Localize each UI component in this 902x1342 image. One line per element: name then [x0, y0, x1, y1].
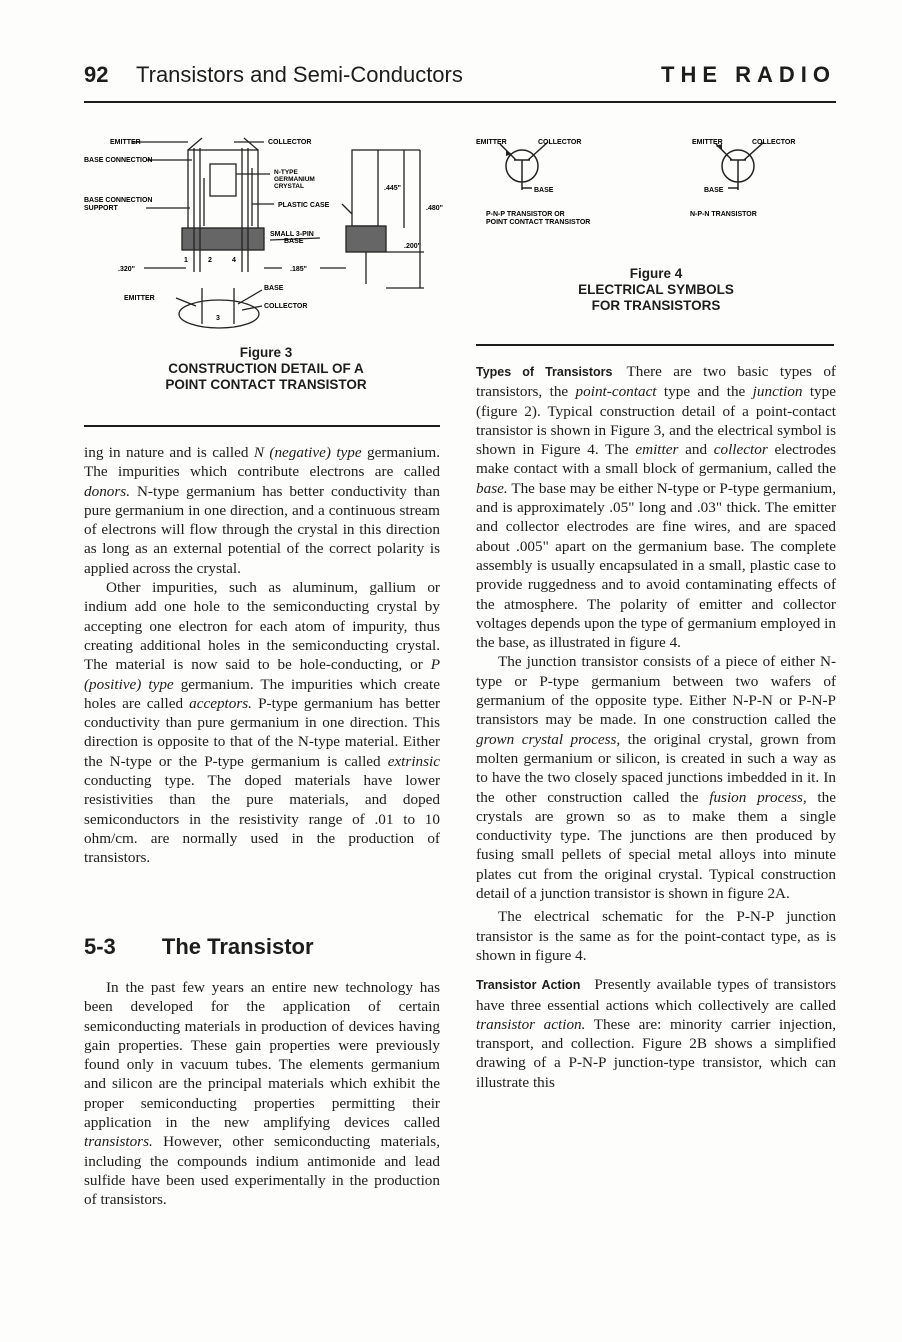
fig4-npn-emitter: EMITTER: [692, 139, 723, 146]
page-number: 92: [84, 62, 109, 87]
right-column: [476, 362, 836, 1092]
fig4-pnp-emitter: EMITTER: [476, 139, 507, 146]
left-column-upper: [84, 443, 440, 868]
fig4-pnp-base: BASE: [534, 187, 554, 194]
fig3-label-plastic-case: PLASTIC CASE: [278, 202, 330, 209]
fig3-label-collector: COLLECTOR: [268, 139, 312, 146]
section-title: The Transistor: [161, 934, 314, 959]
paragraph-ntype: ing in nature and is called N (negative) type germanium. The impurities which contribute electrons are called donors. N-type germanium has better conductivity than pure germanium in one direction, and a continuous stream of electrons will flow through the crystal in this direction as long as an external potential of the correct polarity is applied across the crystal.: [84, 444, 441, 577]
figure-3-caption-line-1: CONSTRUCTION DETAIL OF A: [168, 361, 364, 376]
figure-4-drawing: [476, 128, 836, 238]
fig3-label-ntype-2: GERMANIUM: [274, 176, 315, 183]
fig3-label-base-bottom: BASE: [264, 285, 284, 292]
fig3-dim-480: .480": [426, 205, 443, 212]
paragraph-ptype: Other impurities, such as aluminum, gallium or indium add one hole to the semiconducting crystal by accepting one electron for each atom of impurity, thus creating additional holes in the semiconducting crystal. The material is now said to be hole-conducting, or P (positive) type germanium. The impurities which create holes are called acceptors. P-type germanium has better conductivity than pure germanium in one direction. This direction is opposite to that of the N-type material. Either the N-type or the P-type germanium is called extrinsic conducting type. The doped materials have lower resistivities than the pure materials, and doped semiconductors in the resistivity range of .01 to 10 ohm/cm. are normally used in the production of transistors.: [84, 579, 440, 867]
fig3-label-support: SUPPORT: [84, 205, 118, 212]
paragraph-transistor-intro: In the past few years an entire new technology has been developed for the application of certain semiconducting materials in production of devices having gain properties. These gain properties were previously found only in vacuum tubes. The elements germanium and silicon are the principal materials which exhibit the proper semiconducting properties permitting their application in the new amplifying devices called transistors. However, other semiconducting materials, including the compounds indium antimonide and lead sulfide have been used experimentally in the production of transistors.: [84, 979, 440, 1209]
fig4-npn-collector: COLLECTOR: [752, 139, 796, 146]
figure-4-caption-line-2: FOR TRANSISTORS: [591, 298, 721, 313]
action-heading: Transistor Action: [476, 978, 581, 993]
magazine-title: THE RADIO: [661, 62, 836, 87]
figure-3-caption: [84, 345, 448, 393]
fig3-label-emitter: EMITTER: [110, 139, 141, 146]
fig3-dim-445: .445": [384, 185, 401, 192]
paragraph-types: Types of Transistors There are two basic types of transistors, the point-contact type and the junction type (figure 2). Typical construction detail of a point-contact transistor is shown in Figure 3, and the electrical symbol is shown in Figure 4. The emitter and collector electrodes make contact with a small block of germanium, called the base. The base may be either N-type or P-type germanium, and is approximately .05" long and .03" thick. The emitter and collector electrodes are fine wires, and are spaced about .005" apart on the germanium base. The complete assembly is usually encapsulated in a small, plastic case to provide ruggedness and to avoid contaminating effects of the atmosphere. The polarity of emitter and collector voltages depends upon the type of germanium employed in the base, as illustrated in figure 4.: [476, 363, 836, 652]
fig3-label-small-pin-1: SMALL 3-PIN: [270, 231, 314, 238]
figure-4-rule: [476, 344, 834, 346]
figure-3-caption-line-2: POINT CONTACT TRANSISTOR: [165, 377, 367, 392]
fig4-pnp-label-1: P-N-P TRANSISTOR OR: [486, 211, 565, 218]
fig3-label-emitter-bottom: EMITTER: [124, 295, 155, 302]
figure-3-drawing: [84, 128, 474, 338]
paragraph-junction: The junction transistor consists of a piece of either N-type or P-type germanium between two wafers of germanium of the opposite type. Either N-P-N or P-N-P transistors may be made. In one construction called the grown crystal process, the original crystal, grown from molten germanium or silicon, is created in such a way as to have the two closely spaced junctions imbedded in it. In the other construction called the fusion process, the crystals are grown so as to make them a single conductivity type. The junctions are then produced by fusing small pellets of special metal alloys into minute plates cut from the original crystal. Typical construction detail of a junction transistor is shown in figure 2A.: [476, 653, 836, 903]
fig4-npn-label: N-P-N TRANSISTOR: [690, 211, 757, 218]
figure-3-title: Figure 3: [239, 345, 293, 360]
figure-4-caption: [476, 266, 836, 314]
fig3-label-base-connection-support: BASE CONNECTION: [84, 197, 153, 204]
fig3-pin-1: 1: [184, 257, 188, 264]
fig3-pin-2: 2: [208, 257, 212, 264]
fig4-pnp-label-2: POINT CONTACT TRANSISTOR: [486, 219, 591, 226]
figure-4-caption-line-1: ELECTRICAL SYMBOLS: [578, 282, 734, 297]
paragraph-schematic: The electrical schematic for the P-N-P junction transistor is the same as for the point-contact type, as is shown in figure 4.: [476, 908, 836, 964]
fig3-label-base-connection: BASE CONNECTION: [84, 157, 153, 164]
page-header: [84, 62, 836, 102]
fig4-npn-base: BASE: [704, 187, 724, 194]
types-heading: Types of Transistors: [476, 365, 613, 379]
section-number: 5-3: [84, 934, 116, 959]
fig3-label-small-pin-2: BASE: [284, 238, 304, 245]
section-heading: [84, 934, 314, 960]
fig4-pnp-collector: COLLECTOR: [538, 139, 582, 146]
fig3-label-ntype-3: CRYSTAL: [274, 183, 304, 190]
fig3-pin-3: 3: [216, 315, 220, 322]
fig3-label-ntype-1: N-TYPE: [274, 169, 298, 176]
fig3-dim-200: .200": [404, 243, 421, 250]
fig3-label-collector-bottom: COLLECTOR: [264, 303, 308, 310]
fig3-dim-185: .185": [290, 266, 307, 273]
fig3-dim-320: .320": [118, 266, 135, 273]
paragraph-action: Transistor Action Presently available types of transistors have three essential actions which collectively are called transistor action. These are: minority carrier injection, transport, and collection. Figure 2B shows a simplified drawing of a P-N-P junction-type transistor, which can illustrate this: [476, 976, 836, 1091]
fig3-pin-4: 4: [232, 257, 236, 264]
figure-4-title: Figure 4: [629, 266, 683, 281]
running-title: Transistors and Semi-Conductors: [136, 62, 463, 87]
left-column-lower: [84, 978, 440, 1210]
header-rule: [84, 101, 836, 103]
figure-3-rule: [84, 425, 440, 427]
